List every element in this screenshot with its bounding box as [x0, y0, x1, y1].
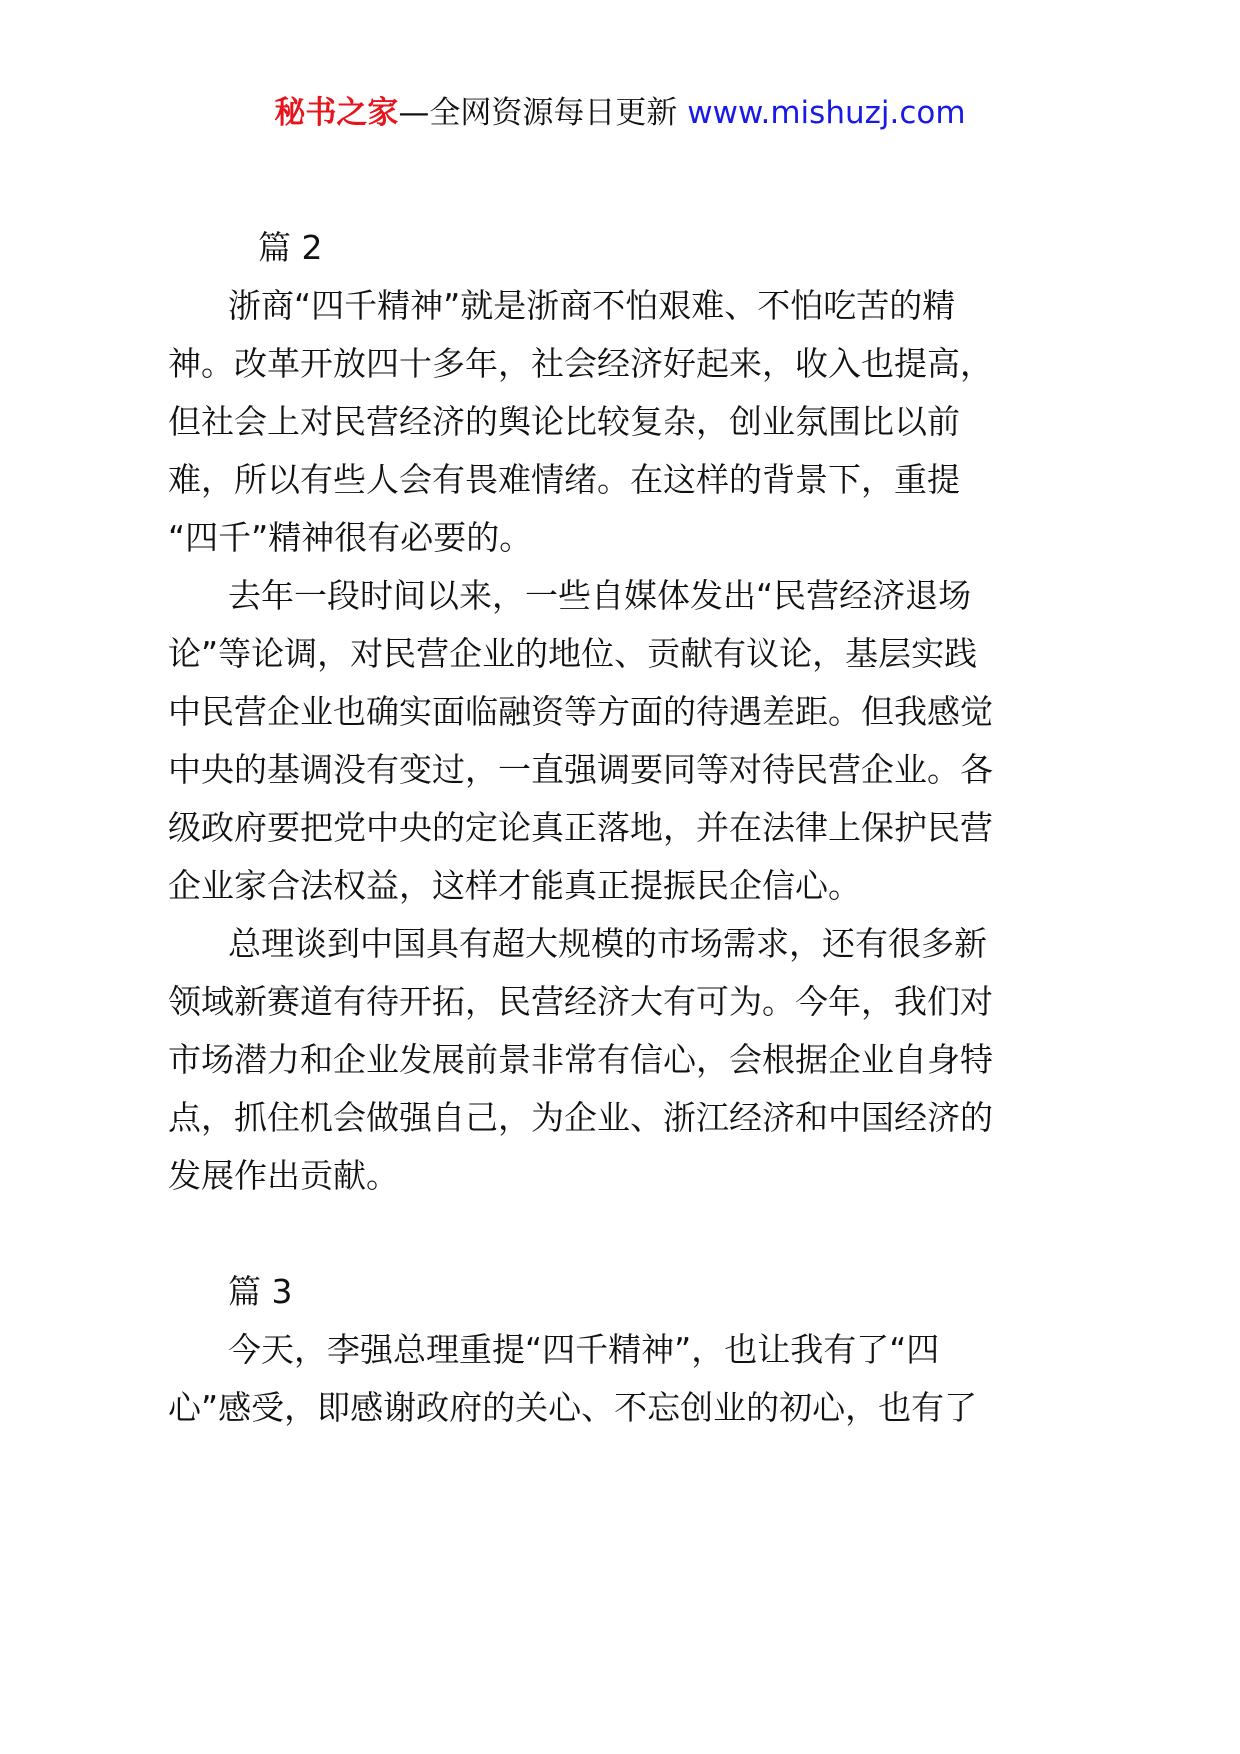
- paragraph-line: 心”感受，即感谢政府的关心、不忘创业的初心，也有了: [168, 1388, 978, 1427]
- paragraph-line: 去年一段时间以来，一些自媒体发出“民营经济退场: [228, 576, 972, 615]
- site-tagline: —全网资源每日更新: [398, 95, 688, 131]
- paragraph-line: 中民营企业也确实面临融资等方面的待遇差距。但我感觉: [168, 692, 993, 731]
- paragraph-line: 浙商“四千精神”就是浙商不怕艰难、不怕吃苦的精: [228, 286, 956, 325]
- paragraph-line: 总理谈到中国具有超大规模的市场需求，还有很多新: [228, 924, 987, 963]
- paragraph-line: 但社会上对民营经济的舆论比较复杂，创业氛围比以前: [168, 402, 960, 441]
- paragraph-line: 神。改革开放四十多年，社会经济好起来，收入也提高，: [168, 344, 993, 383]
- site-brand: 秘书之家: [274, 95, 399, 131]
- paragraph-line: 市场潜力和企业发展前景非常有信心，会根据企业自身特: [168, 1040, 993, 1079]
- paragraph-line: 中央的基调没有变过，一直强调要同等对待民营企业。各: [168, 750, 993, 789]
- paragraph-line: 企业家合法权益，这样才能真正提振民企信心。: [168, 866, 861, 905]
- paragraph-line: 发展作出贡献。: [168, 1156, 399, 1195]
- paragraph-line: 难，所以有些人会有畏难情绪。在这样的背景下，重提: [168, 460, 960, 499]
- paragraph-line: 论”等论调，对民营企业的地位、贡献有议论，基层实践: [168, 634, 978, 673]
- section-heading-3: 篇 3: [228, 1272, 293, 1311]
- site-url-link[interactable]: www.mishuzj.com: [687, 95, 966, 131]
- section-heading-2: 篇 2: [258, 228, 323, 267]
- paragraph-line: 领域新赛道有待开拓，民营经济大有可为。今年，我们对: [168, 982, 993, 1021]
- site-header: [0, 88, 1240, 138]
- paragraph-line: 今天，李强总理重提“四千精神”，也让我有了“四: [228, 1330, 940, 1369]
- paragraph-line: 点，抓住机会做强自己，为企业、浙江经济和中国经济的: [168, 1098, 993, 1137]
- paragraph-line: 级政府要把党中央的定论真正落地，并在法律上保护民营: [168, 808, 993, 847]
- paragraph-line: “四千”精神很有必要的。: [168, 518, 533, 557]
